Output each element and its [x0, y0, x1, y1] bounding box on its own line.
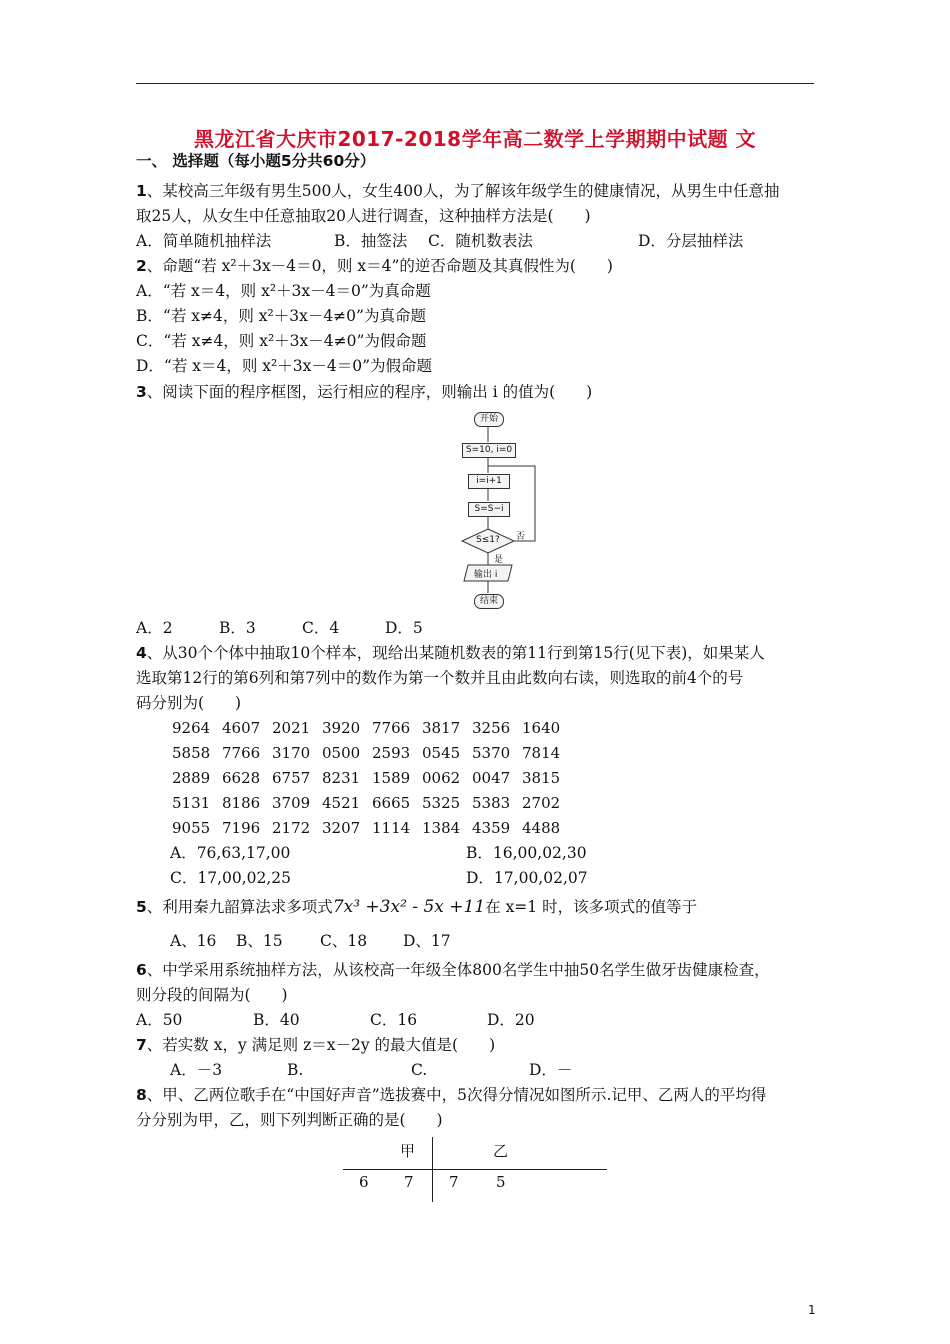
q1-option-b: B．抽签法	[334, 232, 408, 250]
flow-output: 输出 i	[474, 570, 498, 580]
q2-line1: 2、命题“若 x²＋3x－4＝0，则 x＝4”的逆否命题及其真假性为( )	[136, 257, 613, 275]
q4-option-a: A．76,63,17,00	[170, 844, 291, 862]
q6-option-a: A．50	[136, 1011, 183, 1029]
stem-plot-hline	[343, 1169, 607, 1170]
q3-option-d: D．5	[385, 619, 423, 637]
q5-polynomial: 7x³ +3x² - 5x +11	[332, 897, 486, 917]
random-table-row: 9264 4607 2021 3920 7766 3817 3256 1640	[172, 719, 561, 737]
page-title: 黑龙江省大庆市2017-2018学年高二数学上学期期中试题 文	[193, 127, 757, 151]
q6-option-c: C．16	[370, 1011, 418, 1029]
q4-line3: 码分别为( )	[136, 694, 242, 712]
program-flowchart	[450, 408, 560, 613]
q7-option-c: C.	[411, 1061, 428, 1079]
q7-option-d: D．－	[529, 1061, 573, 1079]
flow-init: S=10, i=0	[462, 443, 516, 458]
q2-option-b: B．“若 x≠4，则 x²＋3x－4≠0”为真命题	[136, 307, 426, 325]
stem-value: 7	[449, 1173, 459, 1191]
q3-option-c: C．4	[302, 619, 340, 637]
q5-option-a: A、16	[170, 932, 217, 950]
flow-subtract: S=S−i	[468, 502, 510, 517]
q1-option-a: A．简单随机抽样法	[136, 232, 272, 250]
q1-line2: 取25人，从女生中任意抽取20人进行调查，这种抽样方法是( )	[136, 207, 591, 225]
header-rule	[136, 83, 814, 84]
q8-line2: 分分别为甲，乙，则下列判断正确的是( )	[136, 1111, 443, 1129]
q1-option-d: D．分层抽样法	[638, 232, 744, 250]
flow-end: 结束	[474, 594, 504, 609]
random-table-row: 5858 7766 3170 0500 2593 0545 5370 7814	[172, 744, 561, 762]
random-table-row: 2889 6628 6757 8231 1589 0062 0047 3815	[172, 769, 561, 787]
section-heading: 一、 选择题（每小题5分共60分）	[136, 152, 376, 170]
q6-line2: 则分段的间隔为( )	[136, 986, 288, 1004]
q1-option-c: C．随机数表法	[428, 232, 533, 250]
q8-line1: 8、甲、乙两位歌手在“中国好声音”选拔赛中，5次得分情况如图所示.记甲、乙两人的平均得	[136, 1086, 767, 1104]
q7-option-a: A．－3	[170, 1061, 223, 1079]
q3-option-a: A．2	[136, 619, 173, 637]
flow-condition: S≤1?	[476, 535, 500, 545]
q7-option-b: B.	[287, 1061, 304, 1079]
q6-option-b: B．40	[253, 1011, 300, 1029]
q4-line2: 选取第12行的第6列和第7列中的数作为第一个数并且由此数向右读，则选取的前4个的号	[136, 669, 744, 687]
q5-option-d: D、17	[403, 932, 451, 950]
stem-left-header: 甲	[400, 1142, 416, 1160]
flow-increment: i=i+1	[468, 474, 510, 489]
random-table-row: 5131 8186 3709 4521 6665 5325 5383 2702	[172, 794, 561, 812]
random-table-row: 9055 7196 2172 3207 1114 1384 4359 4488	[172, 819, 561, 837]
q4-option-c: C．17,00,02,25	[170, 869, 292, 887]
flow-yes-label: 是	[494, 555, 504, 565]
q5-line1: 5、利用秦九韶算法求多项式7x³ +3x² - 5x +11在 x=1 时，该多项式的值等于	[136, 897, 698, 917]
q4-line1: 4、从30个个体中抽取10个样本，现给出某随机数表的第11行到第15行(见下表)，如果某人	[136, 644, 765, 662]
q6-option-d: D．20	[487, 1011, 535, 1029]
stem-left-leaf: 6	[359, 1173, 369, 1191]
q5-option-c: C、18	[320, 932, 368, 950]
stem-left-leaf: 7	[404, 1173, 414, 1191]
q3-line1: 3、阅读下面的程序框图，运行相应的程序，则输出 i 的值为( )	[136, 383, 593, 401]
q2-option-a: A．“若 x＝4，则 x²＋3x－4＝0”为真命题	[136, 282, 431, 300]
stem-right-leaf: 5	[496, 1173, 506, 1191]
q4-option-b: B．16,00,02,30	[466, 844, 587, 862]
q1-line1: 1、某校高三年级有男生500人，女生400人，为了解该年级学生的健康情况，从男生中任意抽	[136, 182, 780, 200]
stem-plot-vline	[432, 1137, 433, 1202]
q6-line1: 6、中学采用系统抽样方法，从该校高一年级全体800名学生中抽50名学生做牙齿健康检查，	[136, 961, 770, 979]
q3-option-b: B．3	[219, 619, 256, 637]
q4-option-d: D．17,00,02,07	[466, 869, 588, 887]
stem-right-header: 乙	[493, 1142, 509, 1160]
q2-option-d: D．“若 x＝4，则 x²＋3x－4＝0”为假命题	[136, 357, 433, 375]
q5-option-b: B、15	[236, 932, 283, 950]
q2-option-c: C．“若 x≠4，则 x²＋3x－4≠0”为假命题	[136, 332, 427, 350]
flow-start: 开始	[474, 412, 504, 427]
flow-no-label: 否	[516, 532, 526, 542]
q7-line1: 7、若实数 x，y 满足则 z＝x－2y 的最大值是( )	[136, 1036, 496, 1054]
page-number: 1	[808, 1303, 816, 1317]
